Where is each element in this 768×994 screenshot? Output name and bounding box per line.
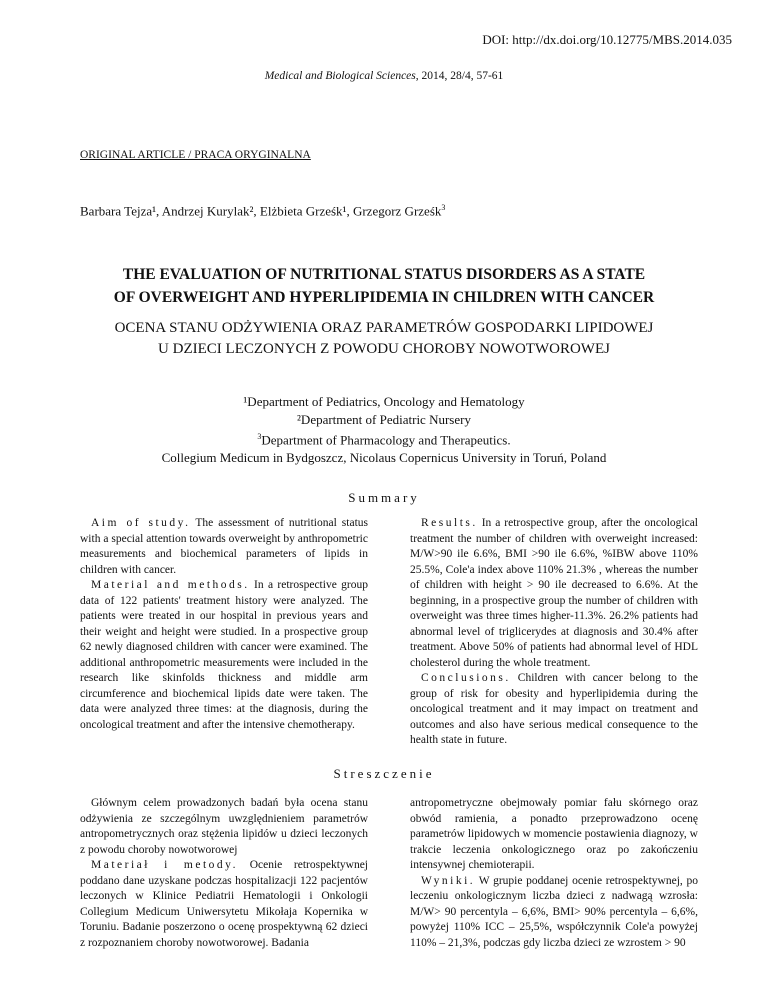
summary-conclusions — [410, 671, 698, 749]
affiliation-2: ²Department of Pediatric Nursery — [297, 411, 471, 427]
summary-results — [410, 516, 698, 671]
journal-name: Medical and Biological Sciences — [264, 70, 416, 82]
author-superscript: 3 — [441, 203, 446, 212]
summary-conclusions-label: Conclusions. — [421, 672, 511, 684]
streszczenie-methods-text: Ocenie retrospektywnej poddano dane uzyskane podczas hospitalizacji 122 pacjentów leczonych w Klinice Pediatrii Hematologii i Onkologii Collegium Medicum Uniwersytetu Mikołaja Kopernika w Toruniu. Badanie poszerzono o ocenę prospektywną 62 dzieci z rozpoznaniem choroby nowotworowej. Badania — [80, 859, 368, 949]
streszczenie-right-column — [410, 796, 698, 951]
streszczenie-left-column — [80, 796, 368, 951]
summary-heading: Summary — [348, 490, 420, 505]
summary-aim-text: The assessment of nutritional status with a special attention towards overweight by anthropometric measurements and biochemical parameters of lipids in children with cancer. — [80, 517, 368, 576]
title-polish — [60, 318, 708, 360]
title-english-line-1: THE EVALUATION OF NUTRITIONAL STATUS DISORDERS AS A STATE — [122, 266, 646, 283]
summary-results-label: Results. — [421, 517, 478, 529]
author-list — [80, 203, 445, 219]
doi-line: DOI: http://dx.doi.org/10.12775/MBS.2014.035 — [482, 32, 732, 47]
summary-methods-label: Material and methods. — [91, 579, 250, 591]
title-polish-line-2: U DZIECI LECZONYCH Z POWODU CHOROBY NOWOTWOROWEJ — [158, 341, 610, 357]
streszczenie-results-label: Wyniki. — [421, 874, 476, 887]
summary-aim — [80, 516, 368, 578]
streszczenie-aim: Głównym celem prowadzonych badań była ocena stanu odżywienia ze szczególnym uwzględnieniem parametrów antropometrycznych oraz stężenia lipidów u dzieci leczonych z powodu choroby nowotworowej — [80, 797, 368, 856]
journal-details: , 2014, 28/4, 57-61 — [415, 70, 504, 82]
affiliation-3-text: Department of Pharmacology and Therapeutics. — [261, 432, 511, 448]
summary-conclusions-text: Children with cancer belong to the group of risk for obesity and hyperlipidemia during the oncological treatment and it may impact on treatment and outcomes and also have serious medical consequence to the health state in future. — [410, 672, 698, 746]
title-english — [60, 263, 708, 309]
summary-aim-label: Aim of study. — [91, 517, 191, 529]
affiliation-3-superscript: 3 — [257, 432, 262, 441]
streszczenie-methods — [80, 858, 368, 951]
streszczenie-methods-label: Materiał i metody. — [91, 859, 239, 871]
affiliation-4: Collegium Medicum in Bydgoszcz, Nicolaus Copernicus University in Toruń, Poland — [161, 449, 607, 465]
summary-results-text: In a retrospective group, after the oncological treatment the number of children with overweight increased: M/W>90 ile 6.6%, BMI >90 ile 6.6%, %IBW above 110% 25.5%, Cole'a index above 110% 21.3% , whereas the number of children with height > 90 ile decreased to 6.6%. At the beginning, in a prospective group the number of children with overweight was three times higher-11.3%. 26.2% patients had abnormal level of triglicerydes at diagnosis and 30.4% after treatment. Above 50% of patients had abnormal level of HDL cholesterol during the whole treatment. — [410, 517, 698, 669]
title-english-line-2: OF OVERWEIGHT AND HYPERLIPIDEMIA IN CHILDREN WITH CANCER — [113, 289, 655, 306]
summary-left-column — [80, 516, 368, 733]
journal-citation — [0, 70, 768, 82]
article-type: ORIGINAL ARTICLE / PRACA ORYGINALNA — [80, 149, 311, 161]
streszczenie-results-text: W grupie poddanej ocenie retrospektywnej, po leczeniu onkologicznym liczba dzieci z nadwagą wzrosła: M/W> 90 percentyla – 6,6%, BMI> 90% percentyla – 6,6%, powyżej 110% ICC – 25,5%, współczynnik Cole'a powyżej 110% – 21,3%, podczas gdy liczba dzieci ze wzrostem > 90 — [410, 874, 698, 949]
affiliations — [60, 393, 708, 466]
streszczenie-methods-continued: antropometryczne obejmowały pomiar fału skórnego oraz obwód ramienia, a ponadto przeprowadzono ocenę parametrów lipidowych w momencie postawienia diagnozy, w trakcie leczenia onkologicznego oraz po zakończeniu intensywnej chemioterapii. — [410, 797, 698, 871]
summary-right-column — [410, 516, 698, 749]
streszczenie-heading: Streszczenie — [333, 766, 435, 781]
summary-methods-text: In a retrospective group data of 122 patients' treatment history were analyzed. The patients were treated in our hospital in previous years and their weight and height were studied. In a prospective group 62 newly diagnosed children with cancer were examined. The additional anthropometric measurements were included in the research like skinfolds thickness and middle arm circumference and biochemical lipids date were taken. The data were analyzed three times: at the diagnosis, during the oncological treatment and after the intensive chemotherapy. — [80, 579, 368, 731]
streszczenie-results — [410, 874, 698, 952]
affiliation-3 — [60, 428, 708, 449]
affiliation-1: ¹Department of Pediatrics, Oncology and Hematology — [243, 394, 525, 409]
author-names: Barbara Tejza¹, Andrzej Kurylak², Elżbieta Grześk¹, Grzegorz Grześk — [80, 203, 442, 219]
summary-methods — [80, 578, 368, 733]
title-polish-line-1: OCENA STANU ODŻYWIENIA ORAZ PARAMETRÓW GOSPODARKI LIPIDOWEJ — [114, 320, 654, 336]
